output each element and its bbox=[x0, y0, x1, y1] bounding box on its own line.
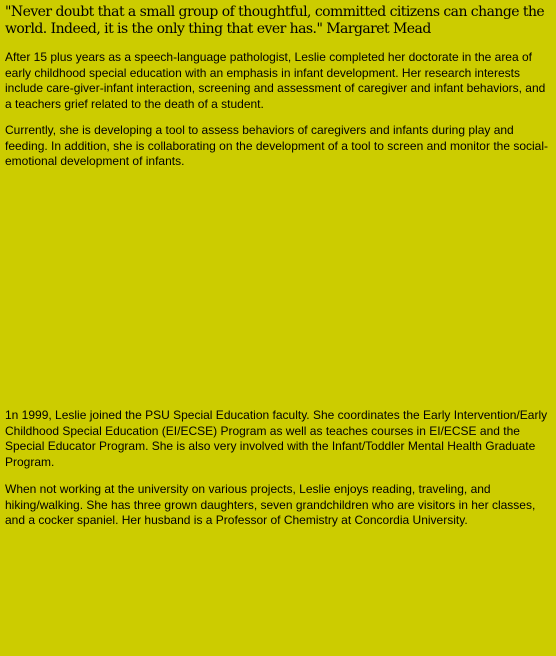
bio-paragraph-psu-faculty: 1n 1999, Leslie joined the PSU Special Education faculty. She coordinates the Early Intervention/Early Childhood Special Education (EI/ECSE) Program as well as teaches courses in EI/ECSE and the Special Educator Program. She is also very involved with the Infant/Toddler Mental Health Graduate Program. bbox=[5, 408, 548, 469]
bio-paragraph-background: After 15 plus years as a speech-language pathologist, Leslie completed her doctorate in the area of early childhood special education with an emphasis in infant development. Her research interests include care-giver-infant interaction, screening and assessment of caregiver and infant behaviors, and a teachers grief related to the death of a student. bbox=[5, 50, 546, 111]
bio-paragraph-current-work: Currently, she is developing a tool to assess behaviors of caregivers and infants during play and feeding. In addition, she is collaborating on the development of a tool to screen and monitor the social-emotional development of infants. bbox=[5, 123, 549, 169]
bio-paragraph-personal: When not working at the university on various projects, Leslie enjoys reading, traveling, and hiking/walking. She has three grown daughters, seven grandchildren who are visitors in her classes, and a cocker spaniel. Her husband is a Professor of Chemistry at Concordia University. bbox=[5, 482, 536, 528]
quote-text: "Never doubt that a small group of thoughtful, committed citizens can change the world. Indeed, it is the only thing that ever has." Margaret Mead bbox=[5, 4, 545, 37]
